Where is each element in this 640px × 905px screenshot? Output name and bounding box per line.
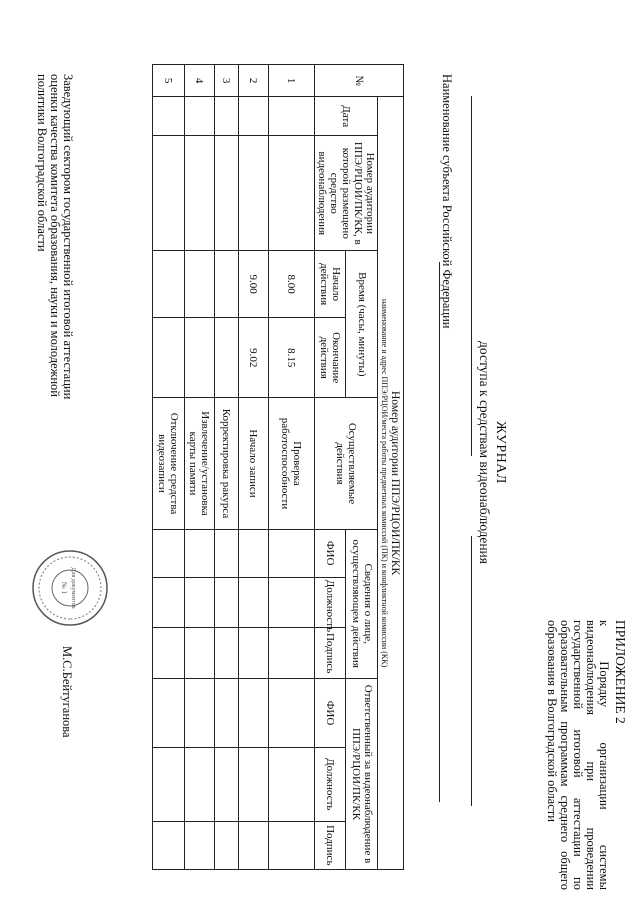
table-row bbox=[215, 65, 239, 870]
row-start: 8.00 bbox=[269, 251, 315, 318]
cell bbox=[153, 529, 185, 577]
row-start bbox=[215, 251, 239, 318]
row-room bbox=[269, 136, 315, 251]
address-header-row bbox=[378, 65, 404, 870]
row-date bbox=[215, 97, 239, 136]
cell bbox=[215, 821, 239, 869]
cell bbox=[239, 577, 269, 628]
row-action: Проверка работоспособности bbox=[269, 398, 315, 529]
fill-line bbox=[471, 96, 472, 456]
row-start bbox=[185, 251, 215, 318]
cell bbox=[239, 628, 269, 679]
stamp-seal-icon bbox=[30, 548, 110, 628]
col-num-header: № bbox=[315, 65, 404, 97]
cell bbox=[215, 577, 239, 628]
cell bbox=[153, 628, 185, 679]
row-date bbox=[239, 97, 269, 136]
journal-table bbox=[152, 64, 404, 870]
col-time-end-header: Окончание действия bbox=[315, 317, 347, 397]
fill-line bbox=[471, 536, 472, 806]
official-stamp bbox=[30, 548, 110, 628]
cell bbox=[185, 577, 215, 628]
signatory-position: Заведующий сектором государственной итоговой аттестации оценки качества комитета образования, науки и молодежной политики Волгоградской области bbox=[35, 74, 75, 400]
cell bbox=[269, 577, 315, 628]
col-responsible-fio: ФИО bbox=[315, 678, 347, 747]
cell bbox=[215, 747, 239, 821]
cell bbox=[215, 529, 239, 577]
cell bbox=[269, 821, 315, 869]
row-end: 9.02 bbox=[239, 317, 269, 397]
cell bbox=[269, 747, 315, 821]
row-room bbox=[185, 136, 215, 251]
signatory-name: М.С.Бейтуганова bbox=[60, 646, 74, 738]
appendix-text: к Порядку организации системы видеонаблюдения при проведении государственной итоговой аттестации по образовательным программам среднего общего образования в Волгоградской области bbox=[545, 620, 611, 890]
row-end: 8.15 bbox=[269, 317, 315, 397]
table-row bbox=[269, 65, 315, 870]
row-date bbox=[185, 97, 215, 136]
cell bbox=[215, 678, 239, 747]
col-time-start-header: Начало действия bbox=[315, 251, 347, 318]
row-start: 9.00 bbox=[239, 251, 269, 318]
row-num: 4 bbox=[185, 65, 215, 97]
col-responsible-header: Ответственный за видеонаблюдение в ППЭ/РЦОИ/ПК/КК bbox=[346, 678, 378, 869]
journal-title: ЖУРНАЛ bbox=[493, 421, 508, 484]
row-end bbox=[153, 317, 185, 397]
col-room-header: Номер аудитории ППЭ/РЦОИ/ПК/КК, в которой размещено средство видеонаблюдения bbox=[315, 136, 378, 251]
row-room bbox=[153, 136, 185, 251]
col-performer-fio: ФИО bbox=[315, 529, 347, 577]
col-responsible-position: Должность bbox=[315, 747, 347, 821]
cell bbox=[239, 821, 269, 869]
cell bbox=[185, 628, 215, 679]
row-room bbox=[215, 136, 239, 251]
col-time-header: Время (часы, минуты) bbox=[346, 251, 378, 398]
row-end bbox=[215, 317, 239, 397]
col-performer-header: Сведения о лице, осуществляющем действия bbox=[346, 529, 378, 678]
col-performer-position: Должность bbox=[315, 577, 347, 628]
col-actions-header: Осуществляемые действия bbox=[315, 398, 378, 529]
cell bbox=[269, 529, 315, 577]
table-row bbox=[185, 65, 215, 870]
stamp-text: Для документов bbox=[70, 567, 76, 609]
table-row bbox=[153, 65, 185, 870]
row-num: 3 bbox=[215, 65, 239, 97]
row-action: Отключение средства видеозаписи bbox=[153, 398, 185, 529]
address-title: Номер аудитории ППЭ/РЦОИ/ПК/КК bbox=[389, 390, 401, 576]
row-end bbox=[185, 317, 215, 397]
col-date-header: Дата bbox=[315, 97, 378, 136]
cell bbox=[153, 747, 185, 821]
cell bbox=[239, 747, 269, 821]
cell bbox=[153, 821, 185, 869]
address-header bbox=[378, 97, 404, 870]
header-row bbox=[346, 65, 378, 870]
cell bbox=[269, 628, 315, 679]
cell bbox=[153, 678, 185, 747]
row-action: Извлечение/установка карты памяти bbox=[185, 398, 215, 529]
row-room bbox=[239, 136, 269, 251]
cell bbox=[239, 678, 269, 747]
subject-fill-line bbox=[439, 262, 440, 802]
journal-subtitle: доступа к средствам видеонаблюдения bbox=[477, 341, 492, 564]
cell bbox=[215, 628, 239, 679]
cell bbox=[269, 678, 315, 747]
row-num: 2 bbox=[239, 65, 269, 97]
appendix-title: ПРИЛОЖЕНИЕ 2 bbox=[613, 620, 628, 724]
row-num: 1 bbox=[269, 65, 315, 97]
row-start bbox=[153, 251, 185, 318]
cell bbox=[239, 529, 269, 577]
row-date bbox=[153, 97, 185, 136]
table-row bbox=[239, 65, 269, 870]
address-caption: наименование и адрес ППЭ/РЦОИ/места работы предметных комиссий (ПК) и конфликтной комиссии (КК) bbox=[380, 298, 389, 668]
cell bbox=[185, 747, 215, 821]
col-performer-signature: Подпись bbox=[315, 628, 347, 679]
row-action: Корректировка ракурса bbox=[215, 398, 239, 529]
cell bbox=[185, 529, 215, 577]
stamp-number: № 1 bbox=[60, 582, 68, 594]
cell bbox=[153, 577, 185, 628]
subject-label: Наименование субъекта Российской Федерации bbox=[440, 74, 454, 329]
cell bbox=[185, 821, 215, 869]
cell bbox=[185, 678, 215, 747]
row-num: 5 bbox=[153, 65, 185, 97]
row-date bbox=[269, 97, 315, 136]
col-responsible-signature: Подпись bbox=[315, 821, 347, 869]
row-action: Начало записи bbox=[239, 398, 269, 529]
